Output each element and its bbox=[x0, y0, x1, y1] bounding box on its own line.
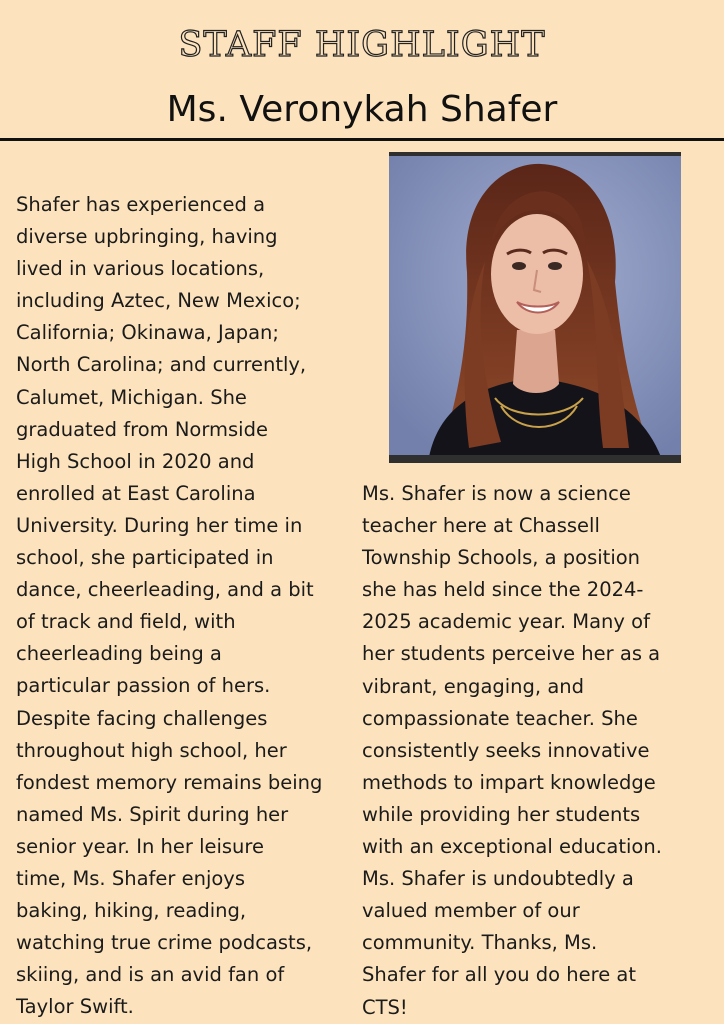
article-right-column: Ms. Shafer is now a science teacher here at Chassell Township Schools, a position she has held since the 2024- 2025 academic year. Many of her students perceive her as a vibrant, engaging, and compassionate teacher. She consistently seeks innovative methods to impart knowledge while providing her students with an exceptional education. Ms. Shafer is undoubtedly a valued member of our community. Thanks, Ms. Shafer for all you do here at CTS! bbox=[362, 482, 662, 1019]
staff-name-title: Ms. Veronykah Shafer bbox=[166, 89, 558, 130]
header-divider bbox=[0, 138, 724, 141]
staff-portrait-photo bbox=[389, 152, 681, 463]
article-left-column: Shafer has experienced a diverse upbringing, having lived in various locations, including Aztec, New Mexico; California; Okinawa, Japan; North Carolina; and currently, Calumet, Michigan. She graduated from Normside High School in 2020 and enrolled at East Carolina University. During her time in school, she participated in dance, cheerleading, and a bit of track and field, with cheerleading being a particular passion of hers. Despite facing challenges throughout high school, her fondest memory remains being named Ms. Spirit during her senior year. In her leisure time, Ms. Shafer enjoys baking, hiking, reading, watching true crime podcasts, skiing, and is an avid fan of Taylor Swift. bbox=[16, 193, 323, 1019]
staff-highlight-heading: STAFF HIGHLIGHT bbox=[178, 25, 546, 65]
portrait-photo-icon bbox=[389, 152, 681, 463]
